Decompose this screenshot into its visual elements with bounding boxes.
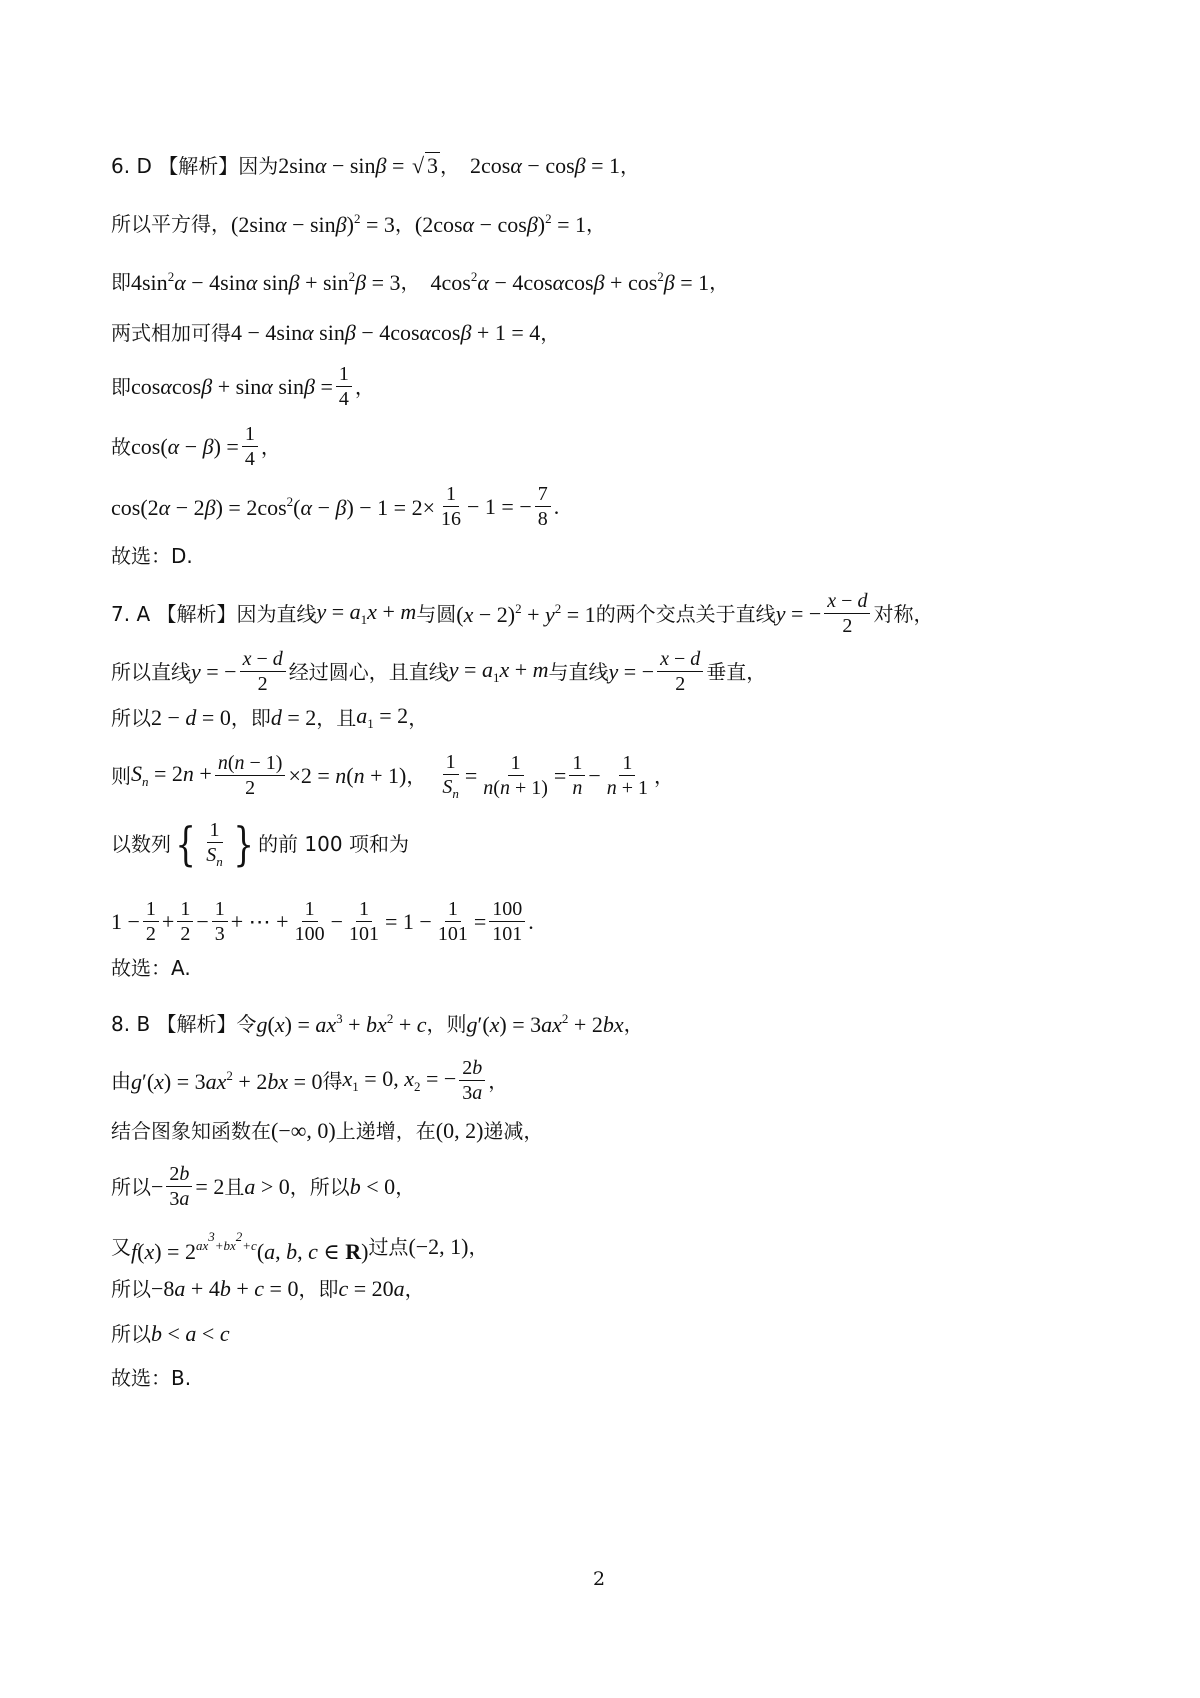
p6-line-3: 即 $4\sin^2\alpha - 4\sin\alpha$ $\sin\beta + \sin^2\beta = 3$ ， $4\cos^2\alpha - 4\cos\alpha\cos\beta + \cos^2\beta = 1$ ， [111,269,730,295]
math: $4\cos^2\alpha - 4\cos\alpha\cos\beta + \cos^2\beta = 1$ [430,269,710,295]
math: 4 − 4sinα sinβ − 4cosαcosβ + 1 = 4 [231,320,541,345]
math: $g'(x) = 3ax^2 + 2bx = 0$ [131,1067,323,1094]
p8-line-1: 8. B 【解析】令 $g(x) = ax^3 + bx^2 + c$ ，则 $g'(x) = 3ax^2 + 2bx$ ， [111,1011,644,1037]
p7-line-3: 所以 2 − d = 0 ，即 d = 2 ，且 $a_1 = 2$ ， [111,703,429,731]
p6-answer: 故选：D. [111,544,193,568]
math: a > 0 [244,1173,290,1199]
math: cosαcosβ + sinα sinβ = [131,373,333,399]
math: y = − [608,658,655,684]
fraction: $\frac{2b}{3a}$ [459,1056,485,1105]
fraction: $\frac{1}{101}$ [437,898,468,945]
fraction: $\frac{n(n - 1)}{2}$ [215,751,286,800]
p6-text: 即 [111,374,131,399]
math: $g'(x) = 3ax^2 + 2bx$ [466,1011,624,1037]
p7-line-6: 1 − $\frac{1}{2}$ + $\frac{1}{2}$ − $\frac{1}{3}$ + ⋯ + $\frac{1}{100}$ − $\frac{1}{101}$ = 1 − $\frac{1}{101}$ = $\frac{100}{101}$ . [111,898,534,945]
p6-line-2: 所以平方得， $(2\sin\alpha - \sin\beta)^2 = 3$ ， $(2\cos\alpha - \cos\beta)^2 = 1$ ， [111,211,607,237]
p7-line-1: 7. A 【解析】因为直线 $y = a_1x + m$ 与圆 $(x - 2)^2 + y^2 = 1$ 的两个交点关于直线 y = − $\frac{x - d}{2}$ 对称， [111,590,934,637]
fraction: $\frac{x - d}{2}$ [657,647,703,696]
math: −8a + 4b + c = 0 [151,1276,299,1301]
fraction: $\frac{1}{100}$ [294,898,325,945]
fraction: $\frac{100}{101}$ [489,897,525,946]
math: $(x - 2)^2 + y^2 = 1$ [456,600,596,627]
math: y = − [775,600,822,626]
math: b < 0 [349,1173,396,1199]
math: (−2, 1) [408,1233,469,1259]
math: 2 − d = 0 [151,704,231,730]
math: (0, 2) [435,1118,484,1143]
p7-line-4: 则 $S_n = 2n$ + $\frac{n(n - 1)}{2}$ ×2 = n(n + 1) ， $\frac{1}{S_n}$ = $\frac{1}{n(n + 1)}$ = $\frac{1}{n}$ − $\frac{1}{n + 1}$ ， [111,751,675,801]
math: 1 − [111,908,140,934]
p8-lead: 8. B 【解析】令 [111,1012,257,1036]
p7-line-2: 所以直线 y = − $\frac{x - d}{2}$ 经过圆心，且直线 $y = a_1x + m$ 与直线 y = − $\frac{x - d}{2}$ 垂直， [111,648,767,695]
p6-text: 故 [111,434,131,459]
math: 2sinα − sinβ = √ 3 [278,153,439,178]
fraction: $\frac{1}{2}$ [177,897,193,946]
p6-text: 所以平方得， [111,212,231,236]
p8-line-4: 所以 − $\frac{2b}{3a}$ = 2 且 a > 0 ，所以 b < 0 ， [111,1163,416,1210]
math: $S_n = 2n$ + [131,761,212,790]
p6-line-5: 即 cosαcosβ + sinα sinβ = $\frac{1}{4}$ ， [111,363,375,410]
fraction: $\frac{1}{2}$ [143,897,159,946]
page-number: 2 [593,1568,606,1590]
p8-line-5: 又 $f(x) = 2^{ax^3+bx^2+c}(a$, b, c ∈ R) 过点 (−2, 1) ， [111,1229,489,1264]
p8-line-7: 所以 b < a < c [111,1321,230,1346]
p8-answer: 故选：B. [111,1366,192,1390]
math: $y = a_1x + m$ [448,657,549,685]
math: $x_1 = 0$, $x_2$ = − [342,1066,457,1094]
math: $a_1 = 2$ [356,703,409,731]
fraction: $\frac{x - d}{2}$ [824,589,870,638]
fraction: $\frac{1}{n}$ [569,751,585,800]
p8-line-3: 结合图象知函数在 (−∞, 0) 上递增，在 (0, 2) 递减， [111,1118,544,1143]
math: $4\sin^2\alpha - 4\sin\alpha$ $\sin\beta + \sin^2\beta = 3$ [131,269,401,295]
math: cos(α − β) = [131,433,239,459]
math: 2cosα − cosβ = 1 [470,153,621,178]
math: $f(x) = 2^{ax^3+bx^2+c}(a$, b, c ∈ R) [131,1229,369,1264]
p8-line-2: 由 $g'(x) = 3ax^2 + 2bx = 0$ 得 $x_1 = 0$, $x_2$ = − $\frac{2b}{3a}$ ， [111,1057,509,1104]
fraction: $\frac{1}{3}$ [212,897,228,946]
fraction: $\frac{2b}{3a}$ [166,1162,192,1211]
p6-text: 即 [111,270,131,294]
fraction: $\frac{1}{S_n}$ [442,751,459,801]
p7-answer: 故选：A. [111,956,191,980]
math: $(2\sin\alpha - \sin\beta)^2 = 3$ [231,211,395,237]
math: d = 2 [270,704,317,730]
fraction: $\frac{1}{101}$ [349,898,380,945]
p7-line-5: 以数列 { $\frac{1}{S_n}$ } 的前 100 项和为 [111,816,409,871]
fraction: $\frac{1}{n + 1}$ [606,752,649,800]
p6-line-7: $\cos(2\alpha - 2\beta) = 2\cos^2(\alpha - \beta) - 1 = 2\times$ $\frac{1}{16}$ − 1 = − $\frac{7}{8}$ . [111,483,560,530]
math: (−∞, 0) [271,1118,336,1143]
p6-line-6: 故 cos(α − β) = $\frac{1}{4}$ ， [111,423,281,470]
fraction: $\frac{x - d}{2}$ [240,647,286,696]
fraction: $\frac{1}{4}$ [242,422,258,471]
p6-line-4: 两式相加可得 4 − 4sinα sinβ − 4cosαcosβ + 1 = 4 ， [111,320,561,345]
fraction: $\frac{7}{8}$ [535,482,551,531]
fraction: $\frac{1}{16}$ [441,483,462,530]
math: b < a < c [151,1321,230,1346]
p6-line-1: 6. D 【解析】因为 2sinα − sinβ = √ 3 ， 2cosα − cosβ = 1 ， [111,153,641,178]
math: c = 20a [338,1276,405,1301]
math: $g(x) = ax^3 + bx^2 + c$ [256,1011,427,1037]
p8-line-6: 所以 −8a + 4b + c = 0 ，即 c = 20a ， [111,1276,425,1301]
fraction: $\frac{1}{n(n + 1)}$ [483,752,548,800]
p7-lead: 7. A 【解析】因为直线 [111,601,317,626]
math: $y = a_1x + m$ [316,599,417,627]
math: $(2\cos\alpha - \cos\beta)^2 = 1$ [414,211,587,237]
p6-lead: 6. D 【解析】因为 [111,154,279,178]
math: y = − [191,658,237,684]
fraction: $\frac{1}{S_n}$ [206,819,223,869]
p6-text: 两式相加可得 [111,321,231,345]
math: $\cos(2\alpha - 2\beta) = 2\cos^2(\alpha - \beta) - 1 = 2\times$ [111,493,436,520]
fraction: $\frac{1}{4}$ [336,362,352,411]
